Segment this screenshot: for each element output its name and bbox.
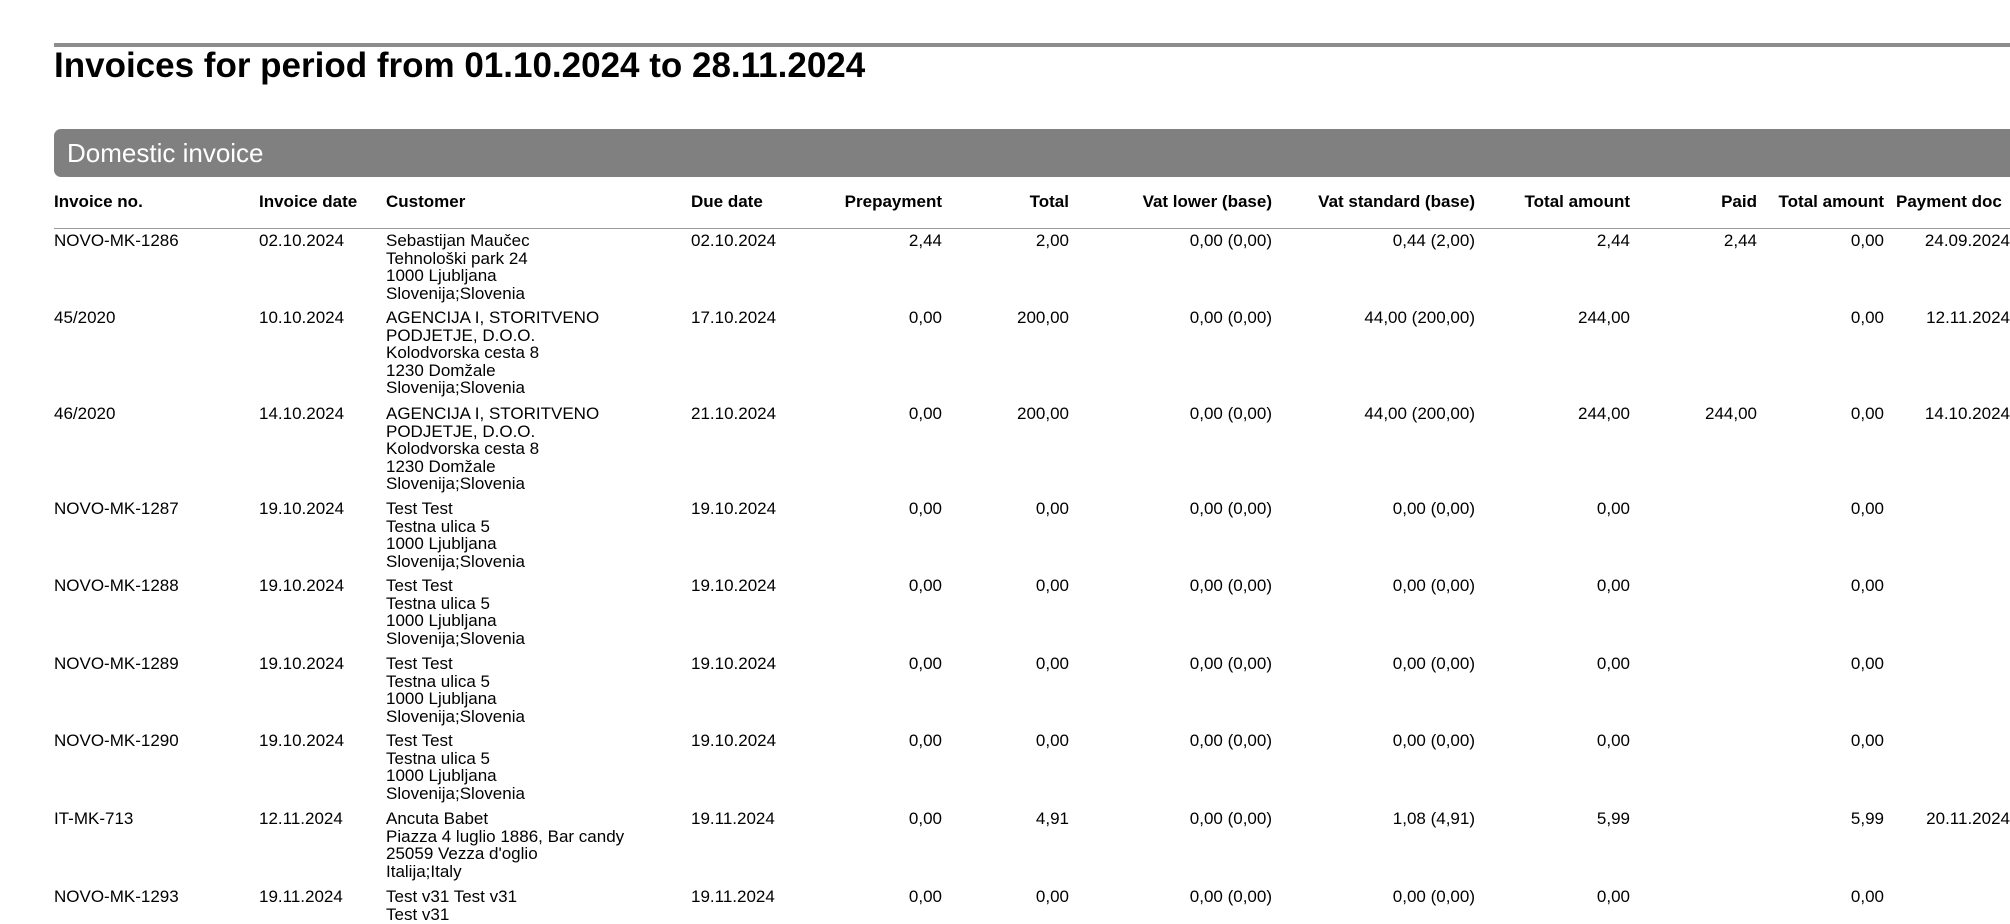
- col-header-paid: Paid: [1721, 192, 1757, 211]
- cell-invoice-date: 19.10.2024: [259, 731, 345, 750]
- cell-prepayment: 0,00: [908, 654, 942, 673]
- cell-total-amount-2: 0,00: [1850, 887, 1884, 906]
- customer-line: Slovenija;Slovenia: [386, 706, 525, 726]
- customer-line: AGENCIJA I, STORITVENO: [386, 404, 600, 423]
- cell-prepayment: 0,00: [908, 404, 942, 423]
- cell-due-date: 19.10.2024: [691, 499, 777, 518]
- customer-line: Piazza 4 luglio 1886, Bar candy: [386, 826, 625, 846]
- cell-invoice-no: NOVO-MK-1290: [54, 731, 179, 750]
- cell-due-date: 19.10.2024: [691, 731, 777, 750]
- cell-total-amount-2: 0,00: [1850, 308, 1884, 327]
- customer-line: Sebastijan Maučec: [386, 231, 530, 250]
- cell-prepayment: 0,00: [908, 308, 942, 327]
- cell-prepayment: 0,00: [908, 731, 942, 750]
- col-header-vat-standard: Vat standard (base): [1318, 192, 1475, 211]
- cell-prepayment: 0,00: [908, 576, 942, 595]
- cell-invoice-no: 46/2020: [54, 404, 116, 423]
- customer-line: Tehnološki park 24: [386, 248, 528, 268]
- customer-line: Testna ulica 5: [386, 516, 490, 536]
- customer-line: Kolodvorska cesta 8: [386, 343, 540, 362]
- cell-vat-standard: 0,00 (0,00): [1392, 887, 1475, 906]
- customer-line: Slovenija;Slovenia: [386, 283, 525, 303]
- customer-line: Test Test: [386, 654, 453, 673]
- col-header-due-date: Due date: [691, 192, 763, 211]
- cell-invoice-no: IT-MK-713: [54, 809, 134, 828]
- col-header-total-amount-2: Total amount: [1778, 192, 1884, 211]
- cell-total-amount: 5,99: [1596, 809, 1630, 828]
- cell-total: 0,00: [1035, 576, 1069, 595]
- cell-total-amount-2: 0,00: [1850, 654, 1884, 673]
- customer-line: Test Test: [386, 576, 453, 595]
- cell-vat-lower: 0,00 (0,00): [1189, 308, 1272, 327]
- customer-line: 1000 Ljubljana: [386, 611, 497, 630]
- cell-invoice-no: NOVO-MK-1293: [54, 887, 179, 906]
- cell-due-date: 19.11.2024: [691, 809, 775, 828]
- cell-due-date: 21.10.2024: [691, 404, 777, 423]
- customer-line: Test Test: [386, 731, 453, 750]
- cell-customer: [386, 309, 599, 397]
- cell-total-amount: 0,00: [1596, 887, 1630, 906]
- customer-line: Ancuta Babet: [386, 809, 489, 828]
- customer-line: Test Test: [386, 499, 453, 518]
- cell-prepayment: 0,00: [908, 499, 942, 518]
- cell-invoice-date: 10.10.2024: [259, 308, 345, 327]
- header-divider: [54, 228, 2010, 229]
- cell-vat-lower: 0,00 (0,00): [1189, 576, 1272, 595]
- cell-total-amount-2: 0,00: [1850, 499, 1884, 518]
- cell-total: 0,00: [1035, 731, 1069, 750]
- cell-invoice-date: 19.10.2024: [259, 576, 345, 595]
- cell-total-amount-2: 5,99: [1850, 809, 1884, 828]
- cell-total-amount: 244,00: [1578, 308, 1630, 327]
- cell-payment-doc: 24.09.2024: [1924, 231, 2010, 250]
- section-header-domestic-invoice: Domestic invoice: [54, 129, 2010, 177]
- customer-line: Test v31 Test v31: [386, 887, 518, 906]
- cell-vat-standard: 0,00 (0,00): [1392, 576, 1475, 595]
- cell-prepayment: 0,00: [908, 809, 942, 828]
- cell-total-amount-2: 0,00: [1850, 731, 1884, 750]
- cell-invoice-no: NOVO-MK-1286: [54, 231, 179, 250]
- customer-line: 1000 Ljubljana: [386, 689, 497, 708]
- cell-vat-standard: 0,00 (0,00): [1392, 731, 1475, 750]
- cell-invoice-date: 19.10.2024: [259, 654, 345, 673]
- cell-invoice-no: NOVO-MK-1289: [54, 654, 179, 673]
- cell-payment-doc: 20.11.2024: [1926, 809, 2010, 828]
- cell-customer: [386, 655, 525, 725]
- cell-invoice-date: 19.10.2024: [259, 499, 345, 518]
- customer-line: 25059 Vezza d'oglio: [386, 844, 538, 863]
- customer-line: Slovenija;Slovenia: [386, 551, 525, 571]
- col-header-prepayment: Prepayment: [844, 192, 942, 211]
- cell-payment-doc: 14.10.2024: [1924, 404, 2010, 423]
- col-header-total: Total: [1029, 192, 1069, 211]
- cell-total: 200,00: [1017, 404, 1069, 423]
- cell-total: 200,00: [1017, 308, 1069, 327]
- cell-total: 0,00: [1035, 499, 1069, 518]
- cell-total-amount: 0,00: [1596, 654, 1630, 673]
- cell-invoice-no: NOVO-MK-1287: [54, 499, 179, 518]
- cell-vat-standard: 44,00 (200,00): [1364, 404, 1475, 423]
- customer-line: PODJETJE, D.O.O.: [386, 421, 536, 441]
- cell-invoice-date: 19.11.2024: [259, 887, 343, 906]
- customer-line: Slovenija;Slovenia: [386, 783, 525, 803]
- customer-line: Italija;Italy: [386, 861, 462, 881]
- cell-total-amount: 0,00: [1596, 731, 1630, 750]
- cell-paid: 244,00: [1705, 404, 1757, 423]
- customer-line: Slovenija;Slovenia: [386, 474, 525, 493]
- col-header-invoice-no: Invoice no.: [54, 192, 143, 211]
- cell-prepayment: 2,44: [908, 231, 942, 250]
- customer-line: Testna ulica 5: [386, 593, 490, 613]
- cell-total-amount-2: 0,00: [1850, 576, 1884, 595]
- cell-paid: 2,44: [1723, 231, 1757, 250]
- cell-vat-standard: 0,44 (2,00): [1392, 231, 1475, 250]
- cell-due-date: 19.11.2024: [691, 887, 775, 906]
- cell-due-date: 02.10.2024: [691, 231, 777, 250]
- customer-line: 1000 Ljubljana: [386, 266, 497, 285]
- col-header-payment-doc: Payment doc: [1896, 192, 2002, 211]
- cell-invoice-date: 14.10.2024: [259, 404, 345, 423]
- cell-customer: [386, 810, 624, 880]
- customer-line: 1230 Domžale: [386, 360, 496, 380]
- col-header-customer: Customer: [386, 192, 466, 211]
- cell-prepayment: 0,00: [908, 887, 942, 906]
- customer-line: PODJETJE, D.O.O.: [386, 325, 536, 345]
- cell-total-amount-2: 0,00: [1850, 404, 1884, 423]
- cell-customer: [386, 577, 525, 647]
- cell-vat-standard: 0,00 (0,00): [1392, 499, 1475, 518]
- cell-vat-lower: 0,00 (0,00): [1189, 887, 1272, 906]
- cell-customer: [386, 405, 599, 493]
- cell-invoice-no: 45/2020: [54, 308, 116, 327]
- cell-vat-standard: 0,00 (0,00): [1392, 654, 1475, 673]
- customer-line: 1230 Domžale: [386, 456, 496, 476]
- cell-due-date: 19.10.2024: [691, 654, 777, 673]
- customer-line: Testna ulica 5: [386, 671, 490, 691]
- customer-line: Slovenija;Slovenia: [386, 628, 525, 648]
- cell-vat-lower: 0,00 (0,00): [1189, 231, 1272, 250]
- customer-line: Test v31: [386, 904, 450, 924]
- cell-due-date: 19.10.2024: [691, 576, 777, 595]
- col-header-total-amount: Total amount: [1524, 192, 1630, 211]
- cell-customer: [386, 732, 525, 802]
- customer-line: 1000 Ljubljana: [386, 766, 497, 785]
- cell-total-amount: 2,44: [1596, 231, 1630, 250]
- cell-vat-standard: 44,00 (200,00): [1364, 308, 1475, 327]
- cell-customer: [386, 888, 517, 923]
- cell-total-amount-2: 0,00: [1850, 231, 1884, 250]
- cell-vat-lower: 0,00 (0,00): [1189, 809, 1272, 828]
- cell-customer: [386, 500, 525, 570]
- cell-vat-standard: 1,08 (4,91): [1392, 809, 1475, 828]
- cell-total-amount: 0,00: [1596, 576, 1630, 595]
- cell-vat-lower: 0,00 (0,00): [1189, 731, 1272, 750]
- cell-payment-doc: 12.11.2024: [1926, 308, 2010, 327]
- cell-total: 4,91: [1035, 809, 1069, 828]
- col-header-vat-lower: Vat lower (base): [1142, 192, 1272, 211]
- cell-total: 2,00: [1035, 231, 1069, 250]
- cell-total: 0,00: [1035, 654, 1069, 673]
- cell-due-date: 17.10.2024: [691, 308, 777, 327]
- cell-total-amount: 0,00: [1596, 499, 1630, 518]
- cell-total-amount: 244,00: [1578, 404, 1630, 423]
- col-header-invoice-date: Invoice date: [259, 192, 358, 211]
- customer-line: 1000 Ljubljana: [386, 534, 497, 553]
- cell-invoice-date: 12.11.2024: [259, 809, 343, 828]
- cell-vat-lower: 0,00 (0,00): [1189, 499, 1272, 518]
- cell-vat-lower: 0,00 (0,00): [1189, 654, 1272, 673]
- page-title: Invoices for period from 01.10.2024 to 28.11.2024: [54, 46, 866, 85]
- customer-line: Kolodvorska cesta 8: [386, 439, 540, 458]
- cell-invoice-date: 02.10.2024: [259, 231, 345, 250]
- customer-line: AGENCIJA I, STORITVENO: [386, 308, 600, 327]
- cell-invoice-no: NOVO-MK-1288: [54, 576, 179, 595]
- cell-vat-lower: 0,00 (0,00): [1189, 404, 1272, 423]
- cell-customer: [386, 232, 530, 302]
- customer-line: Testna ulica 5: [386, 748, 490, 768]
- cell-total: 0,00: [1035, 887, 1069, 906]
- customer-line: Slovenija;Slovenia: [386, 378, 525, 397]
